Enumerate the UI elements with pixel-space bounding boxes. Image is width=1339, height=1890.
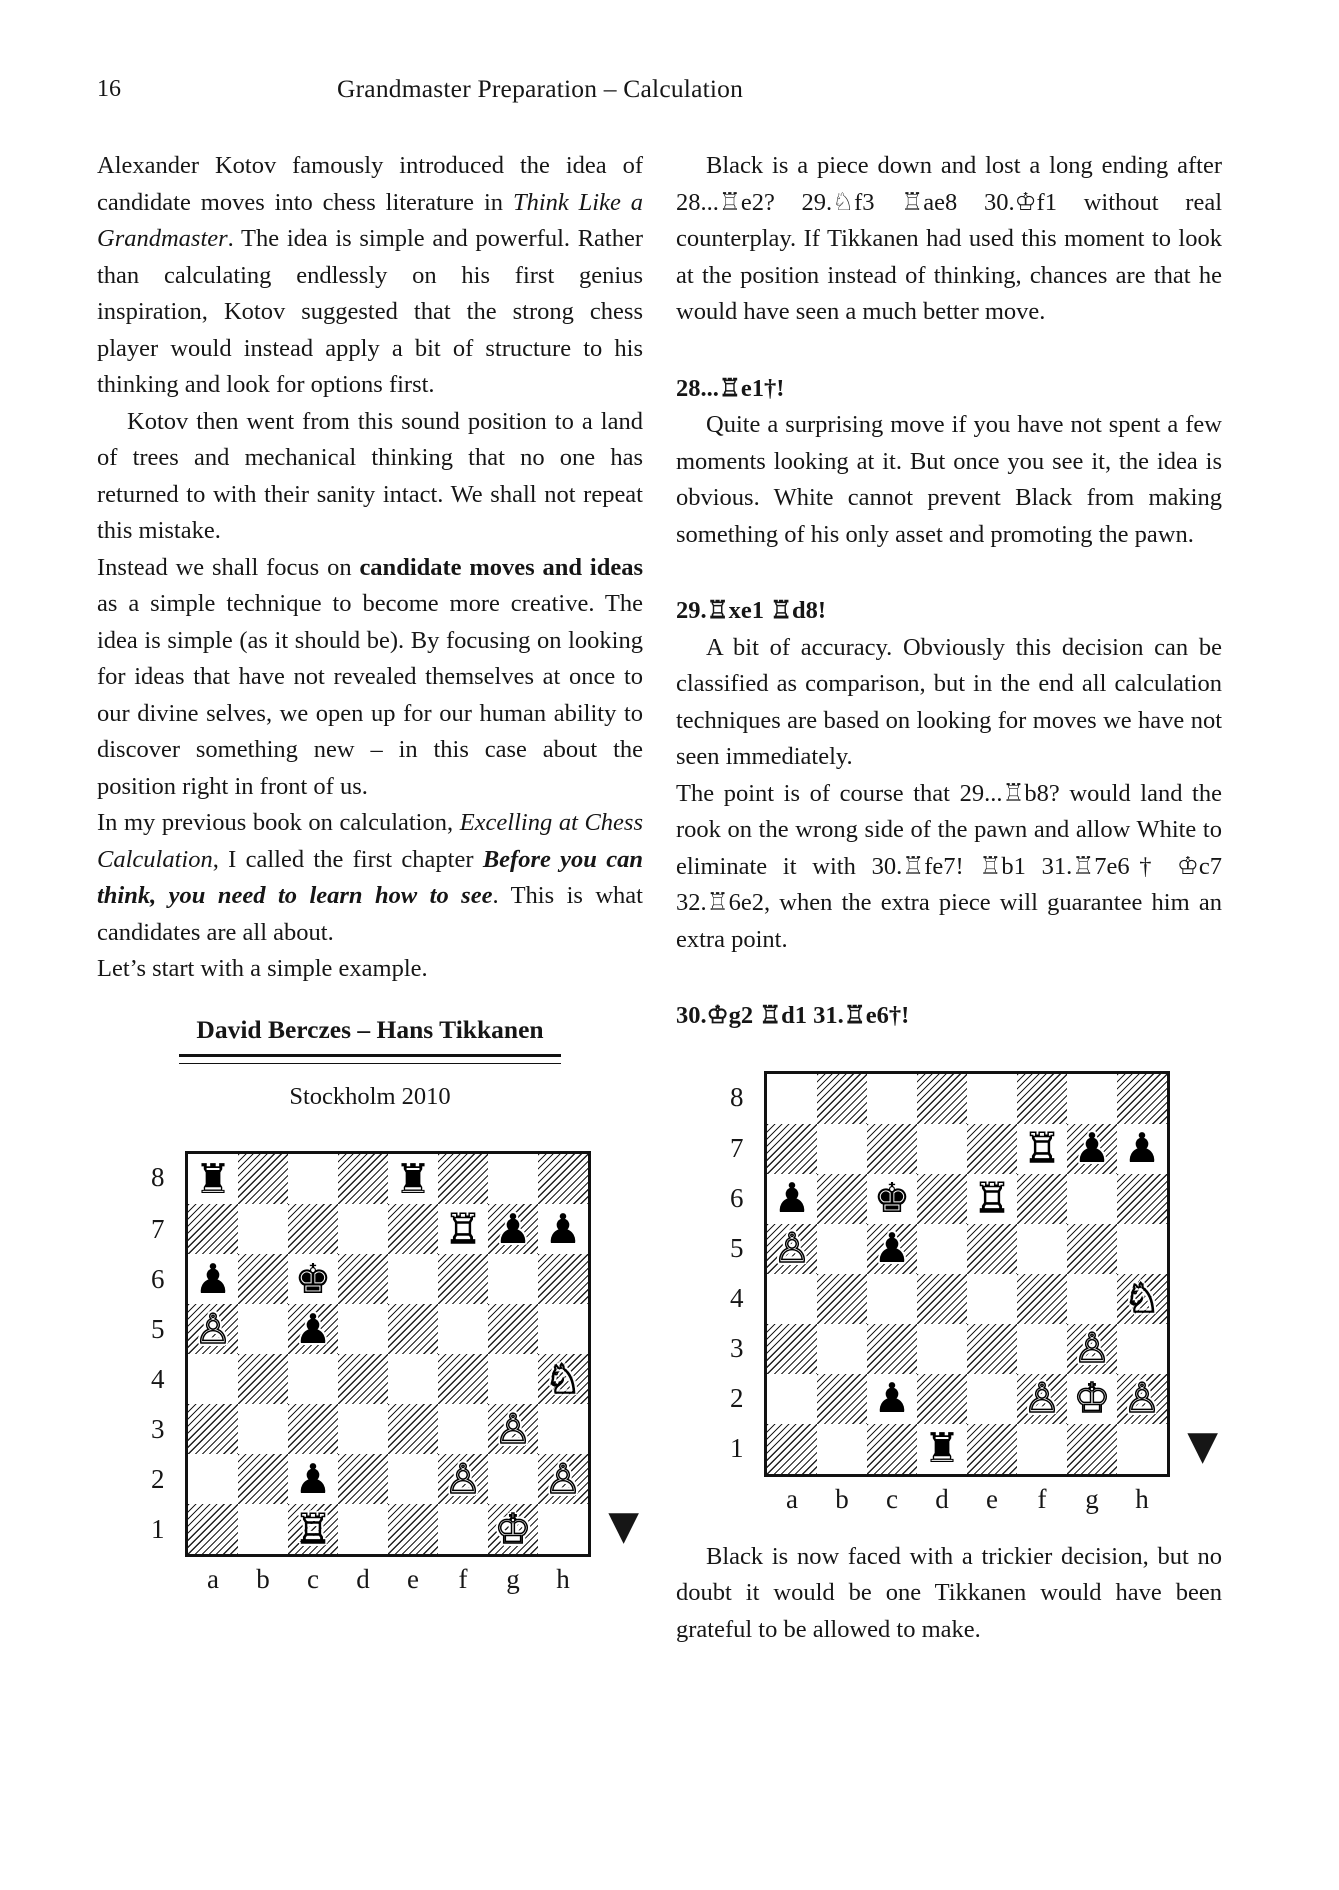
square-f5 — [1017, 1224, 1067, 1274]
piece-bp-a6: ♟ — [194, 1254, 232, 1303]
rank-label-7: 7 — [151, 1213, 165, 1244]
file-label-f: f — [458, 1564, 468, 1594]
square-h1 — [1117, 1424, 1167, 1474]
square-f7 — [438, 1204, 488, 1254]
text-run: candidate moves and ideas — [359, 553, 643, 581]
square-d6 — [917, 1174, 967, 1224]
text-run: . This is what candidates are all about. — [97, 882, 643, 946]
square-h5 — [1117, 1224, 1167, 1274]
square-d3 — [917, 1324, 967, 1374]
square-c5 — [288, 1304, 338, 1354]
square-c8 — [867, 1074, 917, 1124]
piece-wr-e6: ♖ — [973, 1174, 1011, 1222]
square-e1 — [388, 1504, 438, 1554]
rank-labels — [149, 1151, 185, 1557]
paragraph — [97, 148, 643, 404]
piece-wp-h2: ♙ — [544, 1454, 582, 1503]
square-e3 — [388, 1404, 438, 1454]
piece-br-a8: ♜ — [194, 1154, 232, 1203]
piece-wk-g1: ♔ — [494, 1504, 532, 1553]
move-text: 29.♖xe1 ♖d8! — [676, 597, 827, 624]
square-e7 — [388, 1204, 438, 1254]
square-h4 — [538, 1354, 588, 1404]
square-h3 — [1117, 1324, 1167, 1374]
square-h8 — [538, 1154, 588, 1204]
paragraph — [97, 404, 643, 550]
square-e6 — [967, 1174, 1017, 1224]
move-text: 30.♔g2 ♖d1 31.♖e6†! — [676, 1002, 910, 1029]
piece-wk-g2: ♔ — [1073, 1374, 1111, 1422]
chess-diagram1 — [149, 1151, 639, 1595]
paragraph — [676, 776, 1222, 959]
square-a3 — [767, 1324, 817, 1374]
rank-labels — [728, 1071, 764, 1477]
square-b2 — [238, 1454, 288, 1504]
piece-bp-h7: ♟ — [544, 1204, 582, 1253]
file-label-b: b — [835, 1483, 849, 1514]
piece-wp-a5: ♙ — [194, 1304, 232, 1353]
text-run: , I called the first chapter — [212, 845, 483, 873]
square-c4 — [867, 1274, 917, 1324]
text-run: Black is now faced with a trickier decision, but no doubt it would be one Tikkanen would have been grateful to be allowed to make. — [676, 1542, 1222, 1643]
square-g6 — [1067, 1174, 1117, 1224]
square-f1 — [438, 1504, 488, 1554]
piece-bp-c2: ♟ — [873, 1374, 911, 1422]
piece-bp-h7: ♟ — [1123, 1124, 1161, 1172]
square-a4 — [188, 1354, 238, 1404]
file-labels — [767, 1477, 1170, 1515]
rank-label-4: 4 — [730, 1283, 744, 1314]
piece-wp-h2: ♙ — [1123, 1374, 1161, 1422]
square-c2 — [867, 1374, 917, 1424]
text-run: Before you can think, you need to learn how to see — [97, 845, 643, 909]
square-d7 — [917, 1124, 967, 1174]
square-b8 — [817, 1074, 867, 1124]
square-a8 — [767, 1074, 817, 1124]
page-number: 16 — [97, 76, 121, 102]
square-h1 — [538, 1504, 588, 1554]
piece-bp-c5: ♟ — [294, 1304, 332, 1353]
square-g2 — [1067, 1374, 1117, 1424]
square-c6 — [867, 1174, 917, 1224]
square-b5 — [238, 1304, 288, 1354]
square-h2 — [1117, 1374, 1167, 1424]
square-b2 — [817, 1374, 867, 1424]
square-d5 — [338, 1304, 388, 1354]
square-g4 — [1067, 1274, 1117, 1324]
square-h2 — [538, 1454, 588, 1504]
square-c6 — [288, 1254, 338, 1304]
text-run: Alexander Kotov famously introduced the idea of candidate moves into chess literature in — [97, 152, 643, 216]
square-e5 — [388, 1304, 438, 1354]
file-label-g: g — [506, 1564, 520, 1594]
rank-label-4: 4 — [151, 1363, 165, 1394]
piece-wp-g3: ♙ — [494, 1404, 532, 1453]
square-g5 — [1067, 1224, 1117, 1274]
rank-label-3: 3 — [151, 1413, 165, 1444]
square-f7 — [1017, 1124, 1067, 1174]
square-h8 — [1117, 1074, 1167, 1124]
square-d8 — [338, 1154, 388, 1204]
rank-label-5: 5 — [730, 1233, 744, 1264]
square-c8 — [288, 1154, 338, 1204]
move-text: 28...♖e1†! — [676, 374, 785, 402]
square-g7 — [1067, 1124, 1117, 1174]
black-to-move-triangle-icon: ▼ — [608, 1503, 639, 1549]
piece-wr-c1: ♖ — [294, 1504, 332, 1553]
square-g8 — [1067, 1074, 1117, 1124]
square-h7 — [1117, 1124, 1167, 1174]
text-run: In my previous book on calculation, — [97, 809, 460, 836]
square-g1 — [1067, 1424, 1117, 1474]
square-d2 — [917, 1374, 967, 1424]
square-e3 — [967, 1324, 1017, 1374]
paragraph — [97, 805, 643, 951]
text-run: Quite a surprising move if you have not spent a few moments looking at it. But once you see it, the idea is obvious. White cannot prevent Black from making something of his only asset and promoting the pawn. — [676, 411, 1222, 548]
square-f5 — [438, 1304, 488, 1354]
square-f8 — [438, 1154, 488, 1204]
square-g4 — [488, 1354, 538, 1404]
rank-label-2: 2 — [730, 1383, 744, 1414]
text-run: Black is a piece down and lost a long ending after 28...♖e2? 29.♘f3 ♖ae8 30.♔f1 without real counterplay. If Tikkanen had used this moment to look at the position instead of thinking, chances are that he would have seen a much better move. — [676, 152, 1222, 325]
square-c1 — [867, 1424, 917, 1474]
square-e7 — [967, 1124, 1017, 1174]
square-c7 — [288, 1204, 338, 1254]
square-b1 — [817, 1424, 867, 1474]
piece-bp-a6: ♟ — [773, 1174, 811, 1222]
square-b3 — [238, 1404, 288, 1454]
text-run: as a simple technique to become more creative. The idea is simple (as it should be). By focusing on looking for ideas that have not revealed themselves at once to our divine selves, we open up for our human ability to discover something new – in this case about the position right in front of us. — [97, 590, 643, 800]
square-a5 — [767, 1224, 817, 1274]
square-c3 — [867, 1324, 917, 1374]
square-g7 — [488, 1204, 538, 1254]
rank-label-1: 1 — [730, 1433, 744, 1464]
file-labels — [188, 1557, 591, 1595]
square-g6 — [488, 1254, 538, 1304]
square-g5 — [488, 1304, 538, 1354]
game-players: David Berczes – Hans Tikkanen — [196, 1014, 544, 1044]
square-a1 — [188, 1504, 238, 1554]
file-label-a: a — [207, 1564, 219, 1594]
rank-label-2: 2 — [151, 1463, 165, 1494]
file-label-d: d — [356, 1564, 370, 1594]
square-f1 — [1017, 1424, 1067, 1474]
square-d5 — [917, 1224, 967, 1274]
square-g8 — [488, 1154, 538, 1204]
game-header — [97, 1014, 643, 1116]
square-h3 — [538, 1404, 588, 1454]
rank-label-8: 8 — [151, 1162, 165, 1193]
square-g1 — [488, 1504, 538, 1554]
file-label-a: a — [786, 1483, 798, 1514]
text-run: Instead we shall focus on — [97, 553, 360, 581]
square-f4 — [438, 1354, 488, 1404]
square-a8 — [188, 1154, 238, 1204]
file-label-h: h — [1135, 1483, 1149, 1514]
square-a7 — [188, 1204, 238, 1254]
square-e2 — [967, 1374, 1017, 1424]
square-c2 — [288, 1454, 338, 1504]
file-label-d: d — [935, 1483, 949, 1514]
text-run: A bit of accuracy. Obviously this decision can be classified as comparison, but in the end all calculation techniques are based on looking for moves we have not seen immediately. — [676, 633, 1222, 770]
left-column — [97, 148, 643, 1619]
file-label-b: b — [256, 1564, 270, 1594]
right-column — [676, 148, 1222, 1648]
square-b6 — [817, 1174, 867, 1224]
square-f6 — [1017, 1174, 1067, 1224]
square-d8 — [917, 1074, 967, 1124]
square-f3 — [1017, 1324, 1067, 1374]
square-d3 — [338, 1404, 388, 1454]
running-title: Grandmaster Preparation – Calculation — [337, 74, 744, 103]
paragraph — [676, 407, 1222, 553]
piece-bp-g7: ♟ — [494, 1204, 532, 1253]
square-d2 — [338, 1454, 388, 1504]
square-d1 — [917, 1424, 967, 1474]
square-g3 — [1067, 1324, 1117, 1374]
piece-wp-f2: ♙ — [1023, 1374, 1061, 1422]
square-b7 — [817, 1124, 867, 1174]
text-run: The point is of course that 29...♖b8? would land the rook on the wrong side of the pawn and allow White to eliminate it with 30.♖fe7! ♖b1 31.♖7e6† ♔c7 32.♖6e2, when the extra piece will guarantee him an extra point. — [676, 779, 1222, 953]
square-c3 — [288, 1404, 338, 1454]
piece-bp-c5: ♟ — [873, 1224, 911, 1272]
piece-wr-f7: ♖ — [1023, 1124, 1061, 1172]
paragraph — [97, 550, 643, 806]
piece-wp-f2: ♙ — [444, 1454, 482, 1503]
rank-label-6: 6 — [730, 1183, 744, 1214]
square-e4 — [967, 1274, 1017, 1324]
paragraph — [676, 148, 1222, 331]
square-a6 — [767, 1174, 817, 1224]
square-b6 — [238, 1254, 288, 1304]
square-a2 — [767, 1374, 817, 1424]
square-a3 — [188, 1404, 238, 1454]
game-header-rule — [179, 1054, 561, 1064]
piece-bp-c2: ♟ — [294, 1454, 332, 1503]
square-c7 — [867, 1124, 917, 1174]
diagram-1-slot — [97, 1151, 643, 1595]
board — [764, 1071, 1170, 1477]
file-label-f: f — [1037, 1483, 1047, 1514]
square-f4 — [1017, 1274, 1067, 1324]
rank-label-5: 5 — [151, 1313, 165, 1344]
rank-label-6: 6 — [151, 1263, 165, 1294]
square-g3 — [488, 1404, 538, 1454]
square-f8 — [1017, 1074, 1067, 1124]
square-e4 — [388, 1354, 438, 1404]
piece-wp-g3: ♙ — [1073, 1324, 1111, 1372]
square-f3 — [438, 1404, 488, 1454]
square-b4 — [238, 1354, 288, 1404]
square-b1 — [238, 1504, 288, 1554]
square-c5 — [867, 1224, 917, 1274]
square-h5 — [538, 1304, 588, 1354]
board — [185, 1151, 591, 1557]
square-a7 — [767, 1124, 817, 1174]
square-a1 — [767, 1424, 817, 1474]
file-label-c: c — [886, 1483, 898, 1514]
square-c1 — [288, 1504, 338, 1554]
piece-wp-a5: ♙ — [773, 1224, 811, 1272]
text-run: . The idea is simple and powerful. Rather than calculating endlessly on his first genius inspiration, Kotov suggested that the strong chess player would instead apply a bit of structure to his thinking and look for options first. — [97, 225, 643, 398]
square-e2 — [388, 1454, 438, 1504]
square-d1 — [338, 1504, 388, 1554]
rank-label-7: 7 — [730, 1133, 744, 1164]
black-to-move-triangle-icon: ▼ — [1187, 1422, 1218, 1469]
square-b4 — [817, 1274, 867, 1324]
piece-wr-f7: ♖ — [444, 1204, 482, 1253]
left-column-paragraphs — [97, 148, 643, 988]
file-label-e: e — [986, 1483, 998, 1514]
piece-br-e8: ♜ — [394, 1154, 432, 1203]
square-h7 — [538, 1204, 588, 1254]
square-f2 — [438, 1454, 488, 1504]
piece-bp-g7: ♟ — [1073, 1124, 1111, 1172]
rank-label-1: 1 — [151, 1513, 165, 1544]
square-e8 — [967, 1074, 1017, 1124]
square-d4 — [338, 1354, 388, 1404]
paragraph — [676, 630, 1222, 776]
rank-label-8: 8 — [730, 1081, 744, 1112]
file-label-g: g — [1085, 1483, 1099, 1514]
square-h6 — [538, 1254, 588, 1304]
file-label-c: c — [307, 1564, 319, 1594]
piece-wn-h4: ♘ — [1123, 1274, 1161, 1322]
piece-bk-c6: ♚ — [873, 1174, 911, 1222]
square-g2 — [488, 1454, 538, 1504]
text-run: Kotov then went from this sound position to a land of trees and mechanical thinking that no one has returned to with their sanity intact. We shall not repeat this mistake. — [97, 407, 643, 544]
square-b8 — [238, 1154, 288, 1204]
square-b7 — [238, 1204, 288, 1254]
file-label-e: e — [407, 1564, 419, 1594]
square-d6 — [338, 1254, 388, 1304]
paragraph — [97, 951, 643, 988]
square-e6 — [388, 1254, 438, 1304]
piece-wn-h4: ♘ — [544, 1354, 582, 1403]
file-label-h: h — [556, 1564, 570, 1594]
text-run: Let’s start with a simple example. — [97, 955, 428, 982]
piece-br-d1: ♜ — [923, 1424, 961, 1472]
square-e8 — [388, 1154, 438, 1204]
square-h4 — [1117, 1274, 1167, 1324]
square-a5 — [188, 1304, 238, 1354]
paragraph — [676, 1539, 1222, 1649]
square-a6 — [188, 1254, 238, 1304]
square-h6 — [1117, 1174, 1167, 1224]
square-b3 — [817, 1324, 867, 1374]
square-f6 — [438, 1254, 488, 1304]
square-b5 — [817, 1224, 867, 1274]
square-a2 — [188, 1454, 238, 1504]
square-d7 — [338, 1204, 388, 1254]
square-c4 — [288, 1354, 338, 1404]
square-a4 — [767, 1274, 817, 1324]
chess-diagram2 — [728, 1071, 1218, 1515]
text-run: Think Like a Grandmaster — [97, 188, 643, 252]
piece-bk-c6: ♚ — [294, 1254, 332, 1303]
rank-label-3: 3 — [730, 1333, 744, 1364]
square-f2 — [1017, 1374, 1067, 1424]
text-run: Excelling at Chess Calculation — [97, 809, 643, 873]
square-e1 — [967, 1424, 1017, 1474]
game-event: Stockholm 2010 — [289, 1082, 451, 1110]
square-d4 — [917, 1274, 967, 1324]
square-e5 — [967, 1224, 1017, 1274]
